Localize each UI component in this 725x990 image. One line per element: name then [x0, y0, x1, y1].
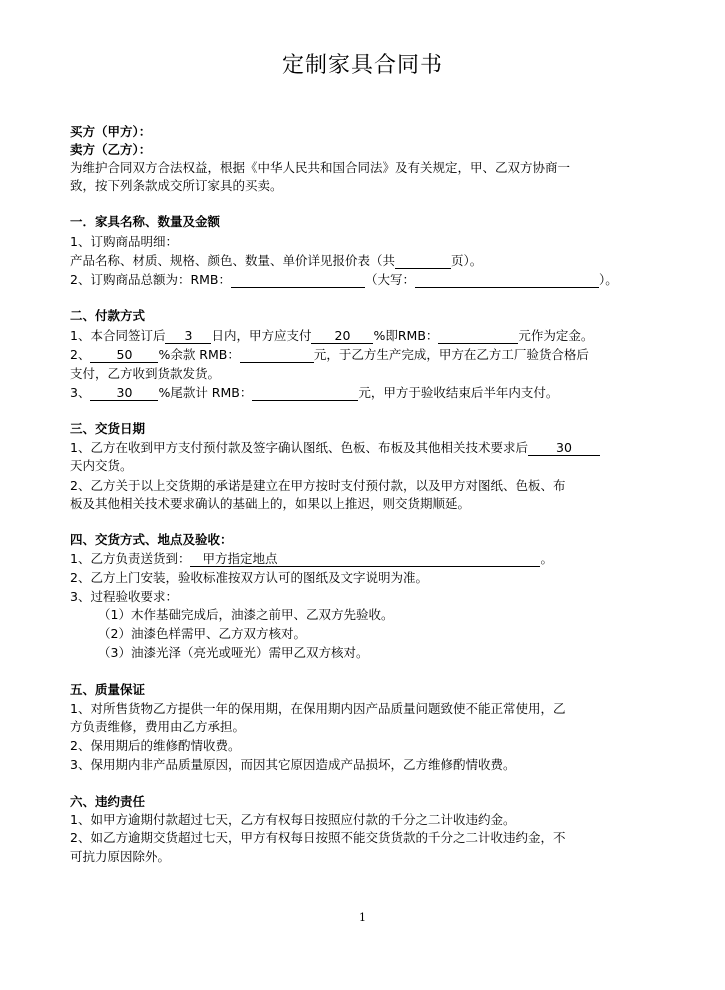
s4-line-2: 2、乙方上门安装，验收标准按双方认可的图纸及文字说明为准。	[70, 570, 428, 585]
s3-line-3: 2、乙方关于以上交货期的承诺是建立在甲方按时支付预付款，以及甲方对图纸、色板、布	[70, 478, 566, 493]
s4-line-1: 1、乙方负责送货到： 甲方指定地点 。	[70, 551, 553, 566]
s2-line-4: 3、 30 %尾款计 RMB： 元，甲方于验收结束后半年内支付。	[70, 385, 559, 400]
balance-percent-field: 50	[90, 347, 158, 363]
total-amount-blank	[231, 272, 365, 288]
s1-line-3: 2、订购商品总额为：RMB： （大写： ）。	[70, 272, 618, 287]
s1-line-2: 产品名称、材质、规格、颜色、数量、单价详见报价表（共 页）。	[70, 253, 483, 268]
quote-pages-blank	[395, 253, 451, 269]
s4-sub-2: （2）油漆色样需甲、乙方双方核对。	[98, 626, 306, 641]
s3-line-1: 1、乙方在收到甲方支付预付款及签字确认图纸、色板、布板及其他相关技术要求后 30	[70, 439, 690, 457]
s3-line-2: 天内交货。	[70, 458, 133, 473]
s4-line-3: 3、过程验收要求：	[70, 589, 178, 604]
total-amount-words-blank	[415, 272, 599, 288]
deposit-days-field: 3	[165, 328, 211, 344]
s4-sub-3: （3）油漆光泽（亮光或哑光）需甲乙双方核对。	[98, 645, 369, 660]
s5-line-4: 3、保用期内非产品质量原因，而因其它原因造成产品损坏，乙方维修酌情收费。	[70, 757, 516, 772]
s6-line-3: 可抗力原因除外。	[70, 849, 171, 864]
s5-line-3: 2、保用期后的维修酌情收费。	[70, 738, 241, 753]
intro-line-1: 为维护合同双方合法权益，根据《中华人民共和国合同法》及有关规定，甲、乙双方协商一	[70, 160, 571, 175]
section-1-heading: 一．家具名称、数量及金额	[70, 214, 221, 229]
s1-line-1: 1、订购商品明细：	[70, 234, 178, 249]
seller-line: 卖方（乙方）：	[70, 142, 152, 157]
section-6-heading: 六、违约责任	[70, 794, 146, 809]
balance-amount-blank	[240, 347, 314, 363]
section-4-heading: 四、交货方式、地点及验收：	[70, 532, 233, 547]
s6-line-2: 2、如乙方逾期交货超过七天，甲方有权每日按照不能交货货款的千分之二计收违约金，不	[70, 830, 566, 845]
s3-line-4: 板及其他相关技术要求确认的基础上的，如果以上推迟，则交货期顺延。	[70, 496, 471, 511]
section-2-heading: 二、付款方式	[70, 308, 146, 323]
section-3-heading: 三、交货日期	[70, 421, 146, 436]
section-5-heading: 五、质量保证	[70, 682, 146, 697]
deposit-percent-field: 20	[311, 328, 373, 344]
final-amount-blank	[252, 385, 358, 401]
s6-line-1: 1、如甲方逾期付款超过七天，乙方有权每日按照应付款的千分之二计收违约金。	[70, 812, 516, 827]
page-number: 1	[359, 911, 366, 924]
final-percent-field: 30	[90, 385, 158, 401]
buyer-line: 买方（甲方）：	[70, 124, 152, 139]
s5-line-1: 1、对所售货物乙方提供一年的保用期，在保用期内因产品质量问题致使不能正常使用，乙	[70, 701, 566, 716]
s2-line-3: 支付，乙方收到货款发货。	[70, 366, 221, 381]
document-title: 定制家具合同书	[281, 53, 443, 78]
s2-line-2: 2、 50 %余款 RMB： 元，于乙方生产完成，甲方在乙方工厂验货合格后	[70, 347, 589, 362]
s2-line-1: 1、本合同签订后 3 日内，甲方应支付 20 %即RMB： 元作为定金。	[70, 328, 594, 343]
delivery-place-field: 甲方指定地点	[190, 551, 540, 567]
s5-line-2: 方负责维修，费用由乙方承担。	[70, 719, 246, 734]
deposit-amount-blank	[438, 328, 518, 344]
s4-sub-1: （1）木作基础完成后，油漆之前甲、乙双方先验收。	[98, 607, 394, 622]
delivery-days-field: 30	[528, 440, 600, 456]
intro-line-2: 致，按下列条款成交所订家具的买卖。	[70, 178, 283, 193]
